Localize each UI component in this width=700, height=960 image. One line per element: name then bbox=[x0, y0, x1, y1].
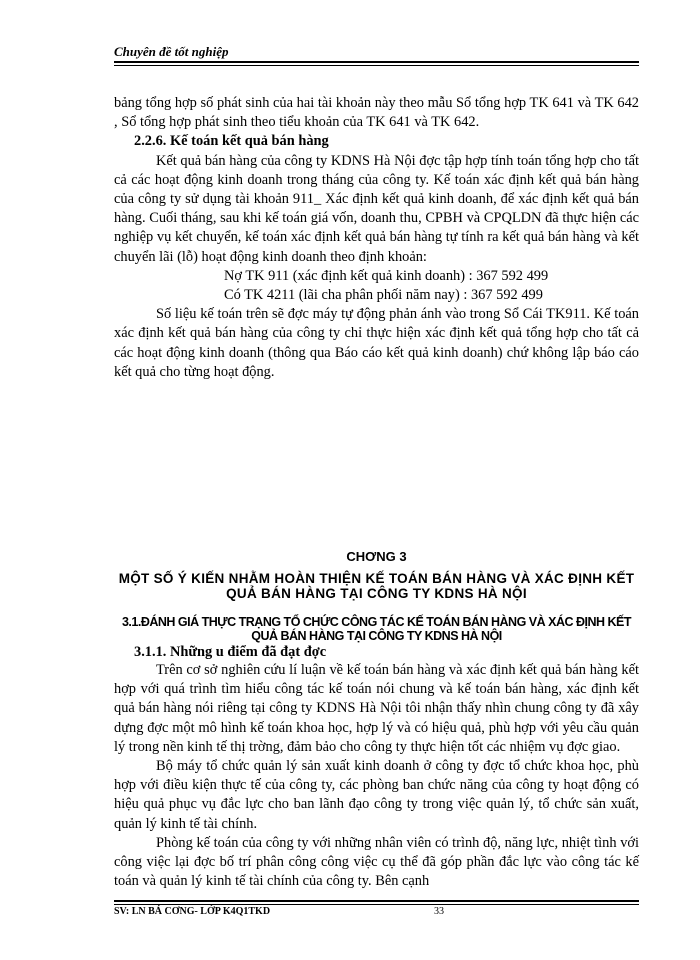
header-rule-thin bbox=[114, 65, 639, 66]
section-3-1-title: 3.1.ĐÁNH GIÁ THỰC TRẠNG TỔ CHỨC CÔNG TÁC KẾ TOÁN BÁN HÀNG VÀ XÁC ĐỊNH KẾT QUẢ BÁN HÀNG TẠI CÔNG TY KDNS HÀ NỘI bbox=[121, 615, 632, 644]
paragraph-2: Bộ máy tổ chức quản lý sản xuất kinh doanh ở công ty đợc tổ chức khoa học, phù hợp với điều kiện thực tế của công ty, các phòng ban chức năng của công ty hoạt động có hiệu quả phục vụ đắc lực cho ban lãnh đạo công ty trong việc quản lý, tổ chức sản xuất, quản lý kinh tế tài chính. bbox=[114, 758, 639, 832]
header-rule bbox=[114, 61, 639, 63]
header-title: Chuyên đề tốt nghiệp bbox=[114, 44, 229, 59]
heading-3-1-1: 3.1.1. Những u điểm đã đạt đợc bbox=[134, 644, 327, 661]
paragraph-1: Trên cơ sở nghiên cứu lí luận về kế toán bán hàng và xác định kết quả bán hàng kết hợp với quá trình tìm hiểu công tác kế toán nói chung và kế toán bán hàng, xác định kết quả bán hàng nói riêng tại công ty KDNS Hà Nội tôi nhận thấy nhìn chung công ty đã xây dựng đợc một mô hình kế toán khoa học, hợp lý và có hiệu quả, phù hợp với yêu cầu quản lý trong nền kinh tế thị trờng, đảm bảo cho công ty thực hiện tốt các nhiệm vụ đợc giao. bbox=[114, 662, 639, 755]
page-content bbox=[114, 94, 639, 891]
paragraph-3: Phòng kế toán của công ty với những nhân viên có trình độ, năng lực, nhiệt tình với công việc lại đợc bố trí phân công công việc cụ thể đã góp phần đắc lực vào công tác kế toán và quản lý kinh tế tài chính của công ty. Bên cạnh bbox=[114, 834, 639, 890]
chapter-title: MỘT SỐ Ý KIẾN NHẰM HOÀN THIỆN KẾ TOÁN BÁN HÀNG VÀ XÁC ĐỊNH KẾT QUẢ BÁN HÀNG TẠI CÔNG TY KDNS HÀ NỘI bbox=[118, 571, 635, 602]
paragraph-ket-qua-ban-hang: Kết quả bán hàng của công ty KDNS Hà Nội đợc tập hợp tính toán tổng hợp cho tất cả các hoạt động kinh doanh trong tháng của công ty. Kế toán xác định kết quả bán hàng của công ty sử dụng tài khoản 911_ Xác định kết quả kinh doanh, để xác định kết quả bán hàng. Cuối tháng, sau khi kế toán giá vốn, doanh thu, CPBH và CPQLDN đã thực hiện các nghiệp vụ kết chuyển, kế toán xác định kết quả bán hàng tự tính ra kết quả bán hàng và kết chuyển lãi (lỗ) hoạt động kinh doanh theo định khoản: bbox=[114, 152, 639, 265]
heading-2-2-6: 2.2.6. Kế toán kết quả bán hàng bbox=[134, 133, 329, 150]
journal-entry-debit: Nợ TK 911 (xác định kết quả kinh doanh) : 367 592 499 bbox=[224, 267, 549, 284]
footer-author: SV: LN BÁ CƠNG- LỚP K4Q1TKD bbox=[114, 906, 271, 917]
journal-entry-credit: Có TK 4211 (lãi cha phân phối năm nay) : 367 592 499 bbox=[224, 287, 543, 304]
paragraph-so-lieu: Số liệu kế toán trên sẽ đợc máy tự động phản ánh vào trong Sổ Cái TK911. Kế toán xác định kết quả bán hàng của công ty chỉ thực hiện xác định kết quả tổng hợp cho tất cả các hoạt động kinh doanh (thông qua Báo cáo kết quả kinh doanh) chứ không lập báo cáo kết quả cho từng hoạt động. bbox=[114, 306, 639, 380]
page-number: 33 bbox=[434, 906, 444, 917]
footer-rule-thin bbox=[114, 904, 639, 905]
paragraph-intro: bảng tổng hợp số phát sinh của hai tài khoản này theo mẫu Sổ tổng hợp TK 641 và TK 642 , Sổ tổng hợp phát sinh theo tiểu khoản của TK 641 và TK 642. bbox=[114, 95, 639, 131]
chapter-label: CHƠNG 3 bbox=[346, 549, 407, 565]
footer-rule bbox=[114, 900, 639, 902]
